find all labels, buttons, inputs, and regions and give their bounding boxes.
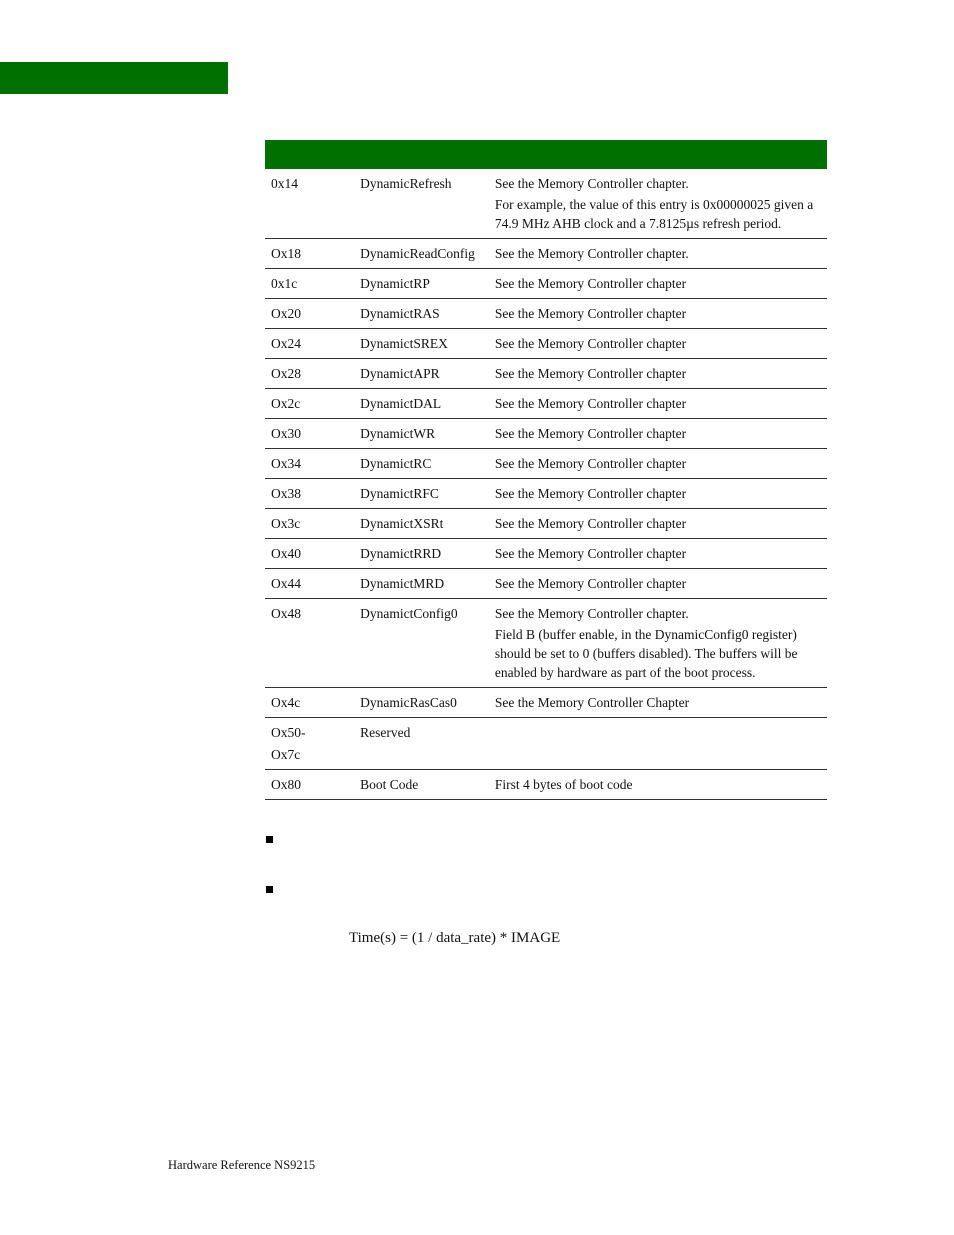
field-name-cell: Reserved bbox=[354, 718, 489, 770]
offset-value: Ox40 bbox=[271, 546, 301, 561]
page-footer: Hardware Reference NS9215 bbox=[168, 1158, 316, 1172]
description-cell bbox=[489, 449, 827, 479]
offset-value: 0x1c bbox=[271, 276, 298, 291]
field-name-cell: DynamicRasCas0 bbox=[354, 688, 489, 718]
description-text: See the Memory Controller chapter bbox=[494, 486, 687, 501]
field-name-cell: DynamictConfig0 bbox=[354, 599, 489, 688]
field-name-cell: DynamictRC bbox=[354, 449, 489, 479]
header-cell-field bbox=[354, 140, 489, 169]
header-cell-offset bbox=[265, 140, 354, 169]
description-text: See the Memory Controller chapter bbox=[494, 276, 687, 291]
offset-value: Ox48 bbox=[271, 606, 301, 621]
description-text: See the Memory Controller chapter bbox=[494, 306, 687, 321]
offset-cell bbox=[265, 449, 354, 479]
table-header bbox=[265, 140, 827, 169]
chapter-header-bar bbox=[0, 62, 228, 94]
description-cell bbox=[489, 770, 827, 800]
table-row bbox=[265, 169, 827, 239]
header-cell-description bbox=[489, 140, 827, 169]
description-text: See the Memory Controller chapter. bbox=[494, 176, 689, 191]
table-row bbox=[265, 299, 827, 329]
field-name-cell: DynamicReadConfig bbox=[354, 239, 489, 269]
offset-cell bbox=[265, 269, 354, 299]
description-text: See the Memory Controller chapter bbox=[494, 516, 687, 531]
offset-cell bbox=[265, 569, 354, 599]
bullet-marker bbox=[266, 836, 273, 843]
field-name-cell: DynamictAPR bbox=[354, 359, 489, 389]
description-text: See the Memory Controller chapter. bbox=[494, 606, 689, 621]
field-name-cell: Boot Code bbox=[354, 770, 489, 800]
field-name-cell: DynamictXSRt bbox=[354, 509, 489, 539]
table-row bbox=[265, 419, 827, 449]
table-row bbox=[265, 359, 827, 389]
bullet-marker bbox=[266, 886, 273, 893]
description-text: See the Memory Controller chapter bbox=[494, 456, 687, 471]
description-cell bbox=[489, 299, 827, 329]
table-row bbox=[265, 449, 827, 479]
description-cell bbox=[489, 509, 827, 539]
table-row bbox=[265, 389, 827, 419]
offset-value: Ox24 bbox=[271, 336, 301, 351]
table-row bbox=[265, 269, 827, 299]
description-cell bbox=[489, 329, 827, 359]
description-text: See the Memory Controller chapter. bbox=[494, 246, 689, 261]
field-name-cell: DynamictSREX bbox=[354, 329, 489, 359]
description-cell bbox=[489, 239, 827, 269]
offset-cell bbox=[265, 539, 354, 569]
offset-value: Ox28 bbox=[271, 366, 301, 381]
description-text: See the Memory Controller chapter bbox=[494, 366, 687, 381]
description-cell bbox=[489, 359, 827, 389]
description-text: First 4 bytes of boot code bbox=[494, 777, 633, 792]
offset-cell bbox=[265, 509, 354, 539]
description-cell bbox=[489, 599, 827, 688]
table-row bbox=[265, 329, 827, 359]
offset-cell bbox=[265, 239, 354, 269]
description-cell bbox=[489, 688, 827, 718]
offset-value: Ox34 bbox=[271, 456, 301, 471]
table-row bbox=[265, 770, 827, 800]
description-text: See the Memory Controller chapter bbox=[494, 576, 687, 591]
table-row bbox=[265, 718, 827, 770]
field-name-cell: DynamictRFC bbox=[354, 479, 489, 509]
offset-cell bbox=[265, 169, 354, 239]
field-name-cell: DynamictRAS bbox=[354, 299, 489, 329]
offset-cell bbox=[265, 770, 354, 800]
description-cell bbox=[489, 269, 827, 299]
offset-value: Ox30 bbox=[271, 426, 301, 441]
description-text: See the Memory Controller chapter bbox=[494, 336, 687, 351]
offset-cell bbox=[265, 389, 354, 419]
description-text: See the Memory Controller chapter bbox=[494, 546, 687, 561]
field-name-cell: DynamictMRD bbox=[354, 569, 489, 599]
offset-value: Ox2c bbox=[271, 396, 301, 411]
table-row bbox=[265, 239, 827, 269]
offset-value: 0x14 bbox=[271, 176, 298, 191]
offset-value: Ox44 bbox=[271, 576, 301, 591]
table-row bbox=[265, 539, 827, 569]
offset-cell bbox=[265, 359, 354, 389]
boot-configuration-table bbox=[265, 140, 827, 800]
offset-value: Ox50- bbox=[271, 725, 306, 740]
table-row bbox=[265, 509, 827, 539]
transfer-time-formula: Time(s) = (1 / data_rate) * IMAGE bbox=[349, 930, 561, 946]
offset-cell bbox=[265, 599, 354, 688]
offset-cell bbox=[265, 299, 354, 329]
description-text: For example, the value of this entry is 0x00000025 given a 74.9 MHz AHB clock and a 7.8125µs refresh period. bbox=[494, 197, 814, 231]
description-cell bbox=[489, 718, 827, 770]
description-cell bbox=[489, 539, 827, 569]
field-name-cell: DynamictRRD bbox=[354, 539, 489, 569]
description-text: See the Memory Controller chapter bbox=[494, 426, 687, 441]
table-row bbox=[265, 688, 827, 718]
offset-value: Ox38 bbox=[271, 486, 301, 501]
description-cell bbox=[489, 479, 827, 509]
description-text: See the Memory Controller Chapter bbox=[494, 695, 690, 710]
offset-cell bbox=[265, 479, 354, 509]
description-cell bbox=[489, 169, 827, 239]
offset-cell bbox=[265, 688, 354, 718]
offset-value: Ox18 bbox=[271, 246, 301, 261]
offset-value: Ox7c bbox=[271, 747, 301, 762]
table-header-row bbox=[265, 140, 827, 169]
description-text: Field B (buffer enable, in the DynamicConfig0 register) should be set to 0 (buffers disabled). The buffers will be enabled by hardware as part of the boot process. bbox=[494, 627, 798, 680]
field-name-cell: DynamictDAL bbox=[354, 389, 489, 419]
description-cell bbox=[489, 569, 827, 599]
offset-value: Ox3c bbox=[271, 516, 301, 531]
offset-cell bbox=[265, 718, 354, 770]
description-cell bbox=[489, 389, 827, 419]
offset-value: Ox20 bbox=[271, 306, 301, 321]
table-row bbox=[265, 479, 827, 509]
table-row bbox=[265, 569, 827, 599]
offset-cell bbox=[265, 419, 354, 449]
description-cell bbox=[489, 419, 827, 449]
offset-value: Ox4c bbox=[271, 695, 301, 710]
field-name-cell: DynamictWR bbox=[354, 419, 489, 449]
offset-value: Ox80 bbox=[271, 777, 301, 792]
table-row bbox=[265, 599, 827, 688]
description-text: See the Memory Controller chapter bbox=[494, 396, 687, 411]
field-name-cell: DynamictRP bbox=[354, 269, 489, 299]
table-body bbox=[265, 169, 827, 800]
field-name-cell: DynamicRefresh bbox=[354, 169, 489, 239]
offset-cell bbox=[265, 329, 354, 359]
